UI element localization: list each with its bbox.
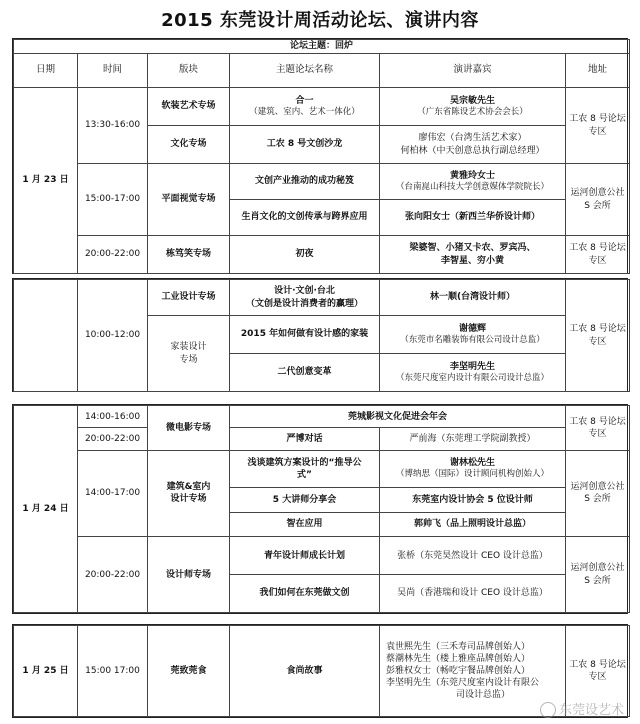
date-cell: [14, 280, 78, 392]
venue-cell: 工农 8 号论坛专区: [566, 406, 630, 451]
table-row: [14, 280, 630, 316]
header-venue: 地址: [566, 54, 630, 88]
time-cell: 20:00-22:00: [78, 428, 148, 450]
header-date: 日期: [14, 54, 78, 88]
schedule-table-2: [13, 279, 630, 392]
header-row: [14, 54, 630, 88]
table-row: [14, 88, 630, 126]
topic-cell: 2015 年如何做有设计感的家装: [230, 316, 380, 354]
speaker-title: （台南崑山科技大学创意媒体学院院长）: [395, 181, 549, 192]
speaker-line: 梁婆智、小猪又卡农、罗宾冯、: [409, 243, 536, 254]
topic-cell: 智在应用: [230, 512, 380, 536]
section-cell: 平面视觉专场: [148, 164, 230, 236]
time-cell: 15:00-17:00: [78, 164, 148, 236]
speaker-cell: 林一顺(台湾设计师）: [380, 280, 566, 316]
watermark: [540, 699, 624, 719]
section-cell: 莞致莞食: [148, 626, 230, 717]
topic-cell: 生肖文化的文创传承与跨界应用: [230, 200, 380, 236]
section-line: 设计专场: [170, 494, 207, 505]
topic-cell: 二代创意变革: [230, 354, 380, 392]
speaker-cell: [380, 626, 566, 717]
section-cell: 文化专场: [148, 126, 230, 164]
speaker-name: 李坚明先生: [449, 361, 495, 372]
topic-cell: 工农 8 号文创沙龙: [230, 126, 380, 164]
speaker-line: 袁世熙先生（三禾寿司品牌创始人）: [386, 641, 531, 652]
topic-cell: 文创产业推动的成功秘笈: [230, 164, 380, 200]
table-row: [14, 164, 630, 200]
topic-cell: 莞城影视文化促进会年会: [230, 406, 566, 428]
speaker-cell: [380, 316, 566, 354]
section-cell: 软装艺术专场: [148, 88, 230, 126]
table-row: [14, 406, 630, 428]
speaker-cell: [380, 236, 566, 274]
section-cell: 设计师专场: [148, 537, 230, 613]
section-cell: 微电影专场: [148, 406, 230, 451]
time-cell: 20:00-22:00: [78, 236, 148, 274]
header-section: 版块: [148, 54, 230, 88]
schedule-table-1: [13, 39, 630, 274]
speaker-title: （博纳思（国际）设计顾问机构创始人）: [396, 469, 550, 480]
speaker-cell: 吴尚（香港瑞和设计 CEO 设计总监）: [380, 575, 566, 613]
topic-cell: [230, 280, 380, 316]
header-topic: 主题论坛名称: [230, 54, 380, 88]
venue-cell: 运河创意公社 S 会所: [566, 450, 630, 537]
speaker-line: 李智星、穷小黄: [440, 255, 504, 266]
speaker-cell: [380, 354, 566, 392]
venue-cell: 工农 8 号论坛专区: [566, 88, 630, 164]
section-cell: 栋笃笑专场: [148, 236, 230, 274]
table-row: [14, 428, 630, 450]
venue-cell: 运河创意公社 S 会所: [566, 164, 630, 236]
table-row: [14, 626, 630, 717]
topic-cell: 食尚故事: [230, 626, 380, 717]
speaker-cell: [380, 126, 566, 164]
date-cell: 1 月 24 日: [14, 406, 78, 613]
schedule-block-4: [12, 624, 628, 718]
time-cell: 14:00-16:00: [78, 406, 148, 428]
page-title: 2015 东莞设计周活动论坛、演讲内容: [161, 10, 479, 31]
speaker-line: 蔡潮林先生（楼上雅座品牌创始人）: [386, 653, 531, 664]
header-speaker: 演讲嘉宾: [380, 54, 566, 88]
speaker-cell: [380, 88, 566, 126]
section-cell: 工业设计专场: [148, 280, 230, 316]
topic-subtitle: （建筑、室内、艺术一体化）: [249, 106, 360, 117]
table-row: [14, 537, 630, 575]
schedule-block-1: [12, 38, 628, 274]
schedule-table-3: [13, 405, 630, 613]
topic-line: 浅谈建筑方案设计的“推导公: [247, 457, 362, 468]
speaker-line: 司设计总监）: [456, 690, 511, 701]
date-cell: 1 月 25 日: [14, 626, 78, 717]
section-line: 建筑&室内: [166, 482, 211, 493]
section-cell: [148, 450, 230, 537]
speaker-line: 廖伟宏（台湾生活艺术家）: [418, 133, 527, 144]
speaker-cell: [380, 164, 566, 200]
forum-theme: 论坛主题：回炉: [14, 40, 630, 54]
section-line: 专场: [179, 354, 198, 365]
speaker-cell: 严前海（东莞理工学院副教授）: [380, 428, 566, 450]
venue-cell: 工农 8 号论坛专区: [566, 626, 630, 717]
section-cell: [148, 316, 230, 392]
time-cell: 13:30-16:00: [78, 88, 148, 164]
table-row: [14, 450, 630, 488]
speaker-cell: 张桥（东莞昊然设计 CEO 设计总监）: [380, 537, 566, 575]
speaker-name: 黄雅玲女士: [449, 170, 495, 181]
header-time: 时间: [78, 54, 148, 88]
topic-cell: [230, 88, 380, 126]
speaker-name: 谢德辉: [458, 323, 486, 334]
topic-cell: 初夜: [230, 236, 380, 274]
schedule-block-3: [12, 404, 628, 614]
venue-cell: 工农 8 号论坛专区: [566, 236, 630, 274]
topic-cell: 严博对话: [230, 428, 380, 450]
speaker-cell: 郭帅飞（品上照明设计总监）: [380, 512, 566, 536]
speaker-cell: [380, 450, 566, 488]
topic-line: 式”: [297, 469, 312, 480]
speaker-line: 何柏林（中天创意总执行副总经理）: [400, 145, 545, 156]
speaker-line: 李坚明先生（东莞尺度室内设计有限公: [386, 678, 540, 689]
speaker-cell: 东莞室内设计协会 5 位设计师: [380, 488, 566, 512]
topic-cell: 我们如何在东莞做文创: [230, 575, 380, 613]
topic-title: 合一: [295, 95, 314, 106]
venue-cell: 工农 8 号论坛专区: [566, 280, 630, 392]
time-cell: 20:00-22:00: [78, 537, 148, 613]
topic-cell: 5 大讲师分享会: [230, 488, 380, 512]
time-cell: 10:00-12:00: [78, 280, 148, 392]
topic-title: 设计·文创·台北: [274, 286, 335, 297]
section-line: 家装设计: [170, 342, 207, 353]
topic-cell: [230, 450, 380, 488]
speaker-title: （东莞尺度室内设计有限公司设计总监）: [395, 372, 549, 383]
venue-cell: 运河创意公社 S 会所: [566, 537, 630, 613]
speaker-name: 谢林松先生: [450, 458, 496, 469]
schedule-block-2: [12, 278, 628, 392]
time-cell: 14:00-17:00: [78, 450, 148, 537]
speaker-cell: 张向阳女士（新西兰华侨设计师）: [380, 200, 566, 236]
speaker-title: （东莞市名雕装饰有限公司设计总监）: [400, 334, 545, 345]
speaker-title: （广东省陈设艺术协会会长）: [417, 106, 528, 117]
speaker-line: 彭雅权女士（畅吃宇餐品牌创始人）: [386, 665, 531, 676]
topic-cell: 青年设计师成长计划: [230, 537, 380, 575]
schedule-table-4: [13, 625, 630, 717]
topic-subtitle: （文创是设计消费者的赢理）: [245, 298, 363, 309]
date-cell: 1 月 23 日: [14, 88, 78, 274]
table-row: [14, 236, 630, 274]
wechat-icon: [540, 702, 556, 718]
speaker-name: 吴宗敏先生: [449, 95, 495, 106]
time-cell: 15:00 17:00: [78, 626, 148, 717]
watermark-text: 东莞设艺术: [558, 702, 624, 718]
